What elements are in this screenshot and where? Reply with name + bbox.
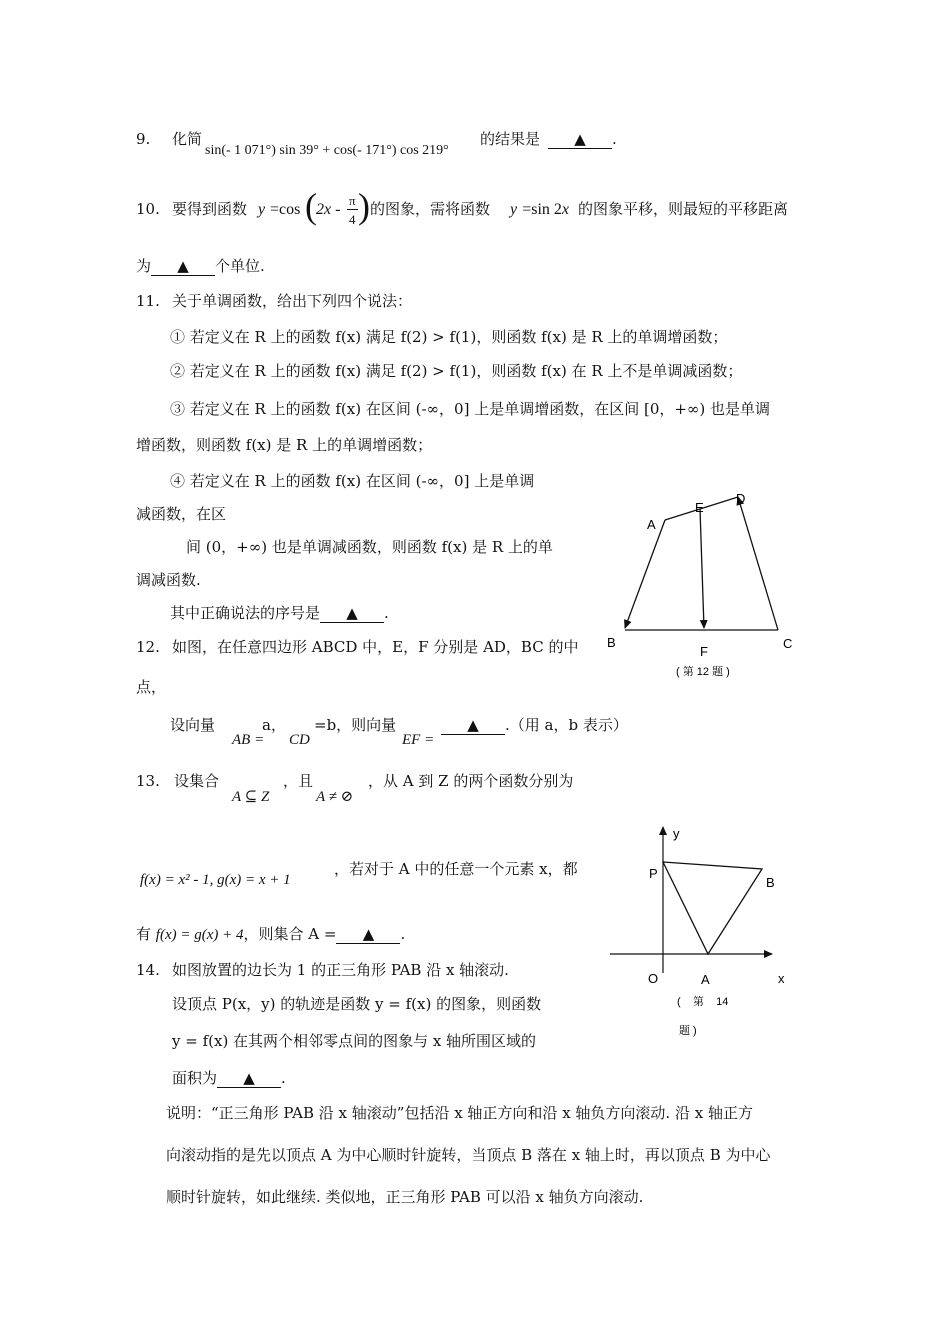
label-d: D: [736, 491, 746, 506]
q12-value-a: a，: [262, 716, 286, 734]
q14-note-1: 说明：“正三角形 PAB 沿 x 轴滚动”包括沿 x 轴正方向和沿 x 轴负方向滚动. 沿 x 轴正方: [166, 1104, 753, 1122]
q12-number: 12.: [136, 638, 160, 656]
q11-intro: 关于单调函数，给出下列四个说法：: [172, 292, 413, 310]
q9-expression: sin(- 1 071°) sin 39° + cos(- 171°) cos 219°: [205, 143, 449, 158]
q14-text2: 设顶点 P(x，y) 的轨迹是函数 y = f(x) 的图象，则函数: [172, 995, 542, 1013]
vector-cd: [738, 497, 778, 630]
q12-set: 设向量: [170, 716, 216, 734]
q14-text1: 如图放置的边长为 1 的正三角形 PAB 沿 x 轴滚动.: [172, 961, 509, 979]
q13-line3: 有 f(x) = g(x) + 4，则集合 A = ▲ .: [136, 925, 406, 943]
q11-statement-4b: 减函数，在区: [136, 505, 227, 523]
label-e: E: [695, 500, 704, 515]
q12-caption: ( 第 12 题 ): [676, 666, 730, 678]
label-a: A: [647, 517, 656, 532]
q9-text2: 的结果是: [480, 130, 541, 148]
label-b: B: [766, 875, 775, 890]
q9-number: 9.: [136, 130, 151, 148]
q13-condition-2: A ≠ ⊘: [316, 789, 354, 805]
q10-number: 10.: [136, 200, 160, 218]
q12-vector-cd: CD: [289, 732, 310, 748]
q12-text: 如图，在任意四边形 ABCD 中，E，F 分别是 AD，BC 的中: [172, 638, 579, 656]
q14-number: 14.: [136, 961, 160, 979]
q13-text: 设集合: [174, 772, 220, 790]
q12-text2: 点，: [136, 678, 167, 696]
q10-line2: 为 ▲ 个单位.: [136, 257, 265, 275]
q11-statement-2: ② 若定义在 R 上的函数 f(x) 满足 f(2) > f(1)，则函数 f(x) 在 R 上不是单调减函数；: [170, 362, 743, 380]
vector-ab: [625, 520, 665, 628]
q13-functions: f(x) = x² - 1, g(x) = x + 1: [140, 872, 291, 888]
label-x: x: [778, 971, 785, 986]
label-a: A: [701, 972, 710, 987]
q9-answer-blank: ▲ .: [548, 129, 617, 149]
q11-statement-3b: 增函数，则函数 f(x) 是 R 上的单调增函数；: [136, 436, 433, 454]
q13-text4: ，若对于 A 中的任意一个元素 x，都: [334, 860, 578, 878]
q10-expression: y =cos ( 2x - π 4 ): [258, 186, 370, 227]
q9-text: 化简: [172, 130, 203, 148]
q13-text2: ，且: [283, 772, 314, 790]
q13-condition-1: A ⊆ Z: [232, 789, 270, 805]
label-f: F: [700, 644, 708, 659]
q14-figure: [600, 815, 810, 1045]
q13-number: 13.: [136, 772, 160, 790]
vector-ef: [700, 509, 704, 628]
label-y: y: [673, 826, 680, 841]
label-o: O: [648, 971, 659, 986]
q14-text3: y = f(x) 在其两个相邻零点间的图象与 x 轴所围区域的: [172, 1032, 537, 1050]
q11-statement-4a: ④ 若定义在 R 上的函数 f(x) 在区间 (-∞，0] 上是单调: [170, 472, 535, 490]
q10-text3: 的图象平移，则最短的平移距离: [578, 200, 789, 218]
q12-vector-ef: EF =: [402, 732, 435, 748]
label-c: C: [783, 636, 793, 651]
q12-figure: [600, 485, 810, 685]
q14-caption-2: 题 ): [679, 1025, 697, 1037]
q14-ask: 面积为 ▲ .: [172, 1069, 286, 1087]
q11-statement-1: ① 若定义在 R 上的函数 f(x) 满足 f(2) > f(1)，则函数 f(x) 是 R 上的单调增函数；: [170, 328, 728, 346]
triangle-pab: [663, 862, 762, 954]
label-p: P: [649, 866, 658, 881]
q10-expression2: y =sin 2x: [510, 201, 570, 218]
q11-number: 11.: [136, 292, 160, 310]
q14-note-3: 顺时针旋转，如此继续. 类似地，正三角形 PAB 可以沿 x 轴负方向滚动.: [166, 1188, 644, 1206]
q11-ask: 其中正确说法的序号是 ▲ .: [170, 604, 389, 622]
q12-answer-blank: ▲ .（用 a，b 表示）: [441, 715, 628, 735]
q14-caption-1: ( 第 14: [677, 996, 729, 1008]
q11-statement-4c: 间 (0，+∞) 也是单调减函数，则函数 f(x) 是 R 上的单: [186, 538, 553, 556]
q11-statement-4d: 调减函数.: [136, 571, 201, 589]
q10-text: 要得到函数: [172, 200, 248, 218]
q12-value-b: =b，则向量: [314, 716, 397, 734]
q14-note-2: 向滚动指的是先以顶点 A 为中心顺时针旋转，当顶点 B 落在 x 轴上时，再以顶点 B 为中心: [166, 1146, 771, 1164]
q13-text3: ，从 A 到 Z 的两个函数分别为: [368, 772, 574, 790]
q12-vector-ab: AB =: [232, 732, 265, 748]
label-b: B: [607, 635, 616, 650]
q10-text2: 的图象，需将函数: [370, 200, 491, 218]
q11-statement-3a: ③ 若定义在 R 上的函数 f(x) 在区间 (-∞，0] 上是单调增函数，在区间 [0，+∞) 也是单调: [170, 400, 771, 418]
